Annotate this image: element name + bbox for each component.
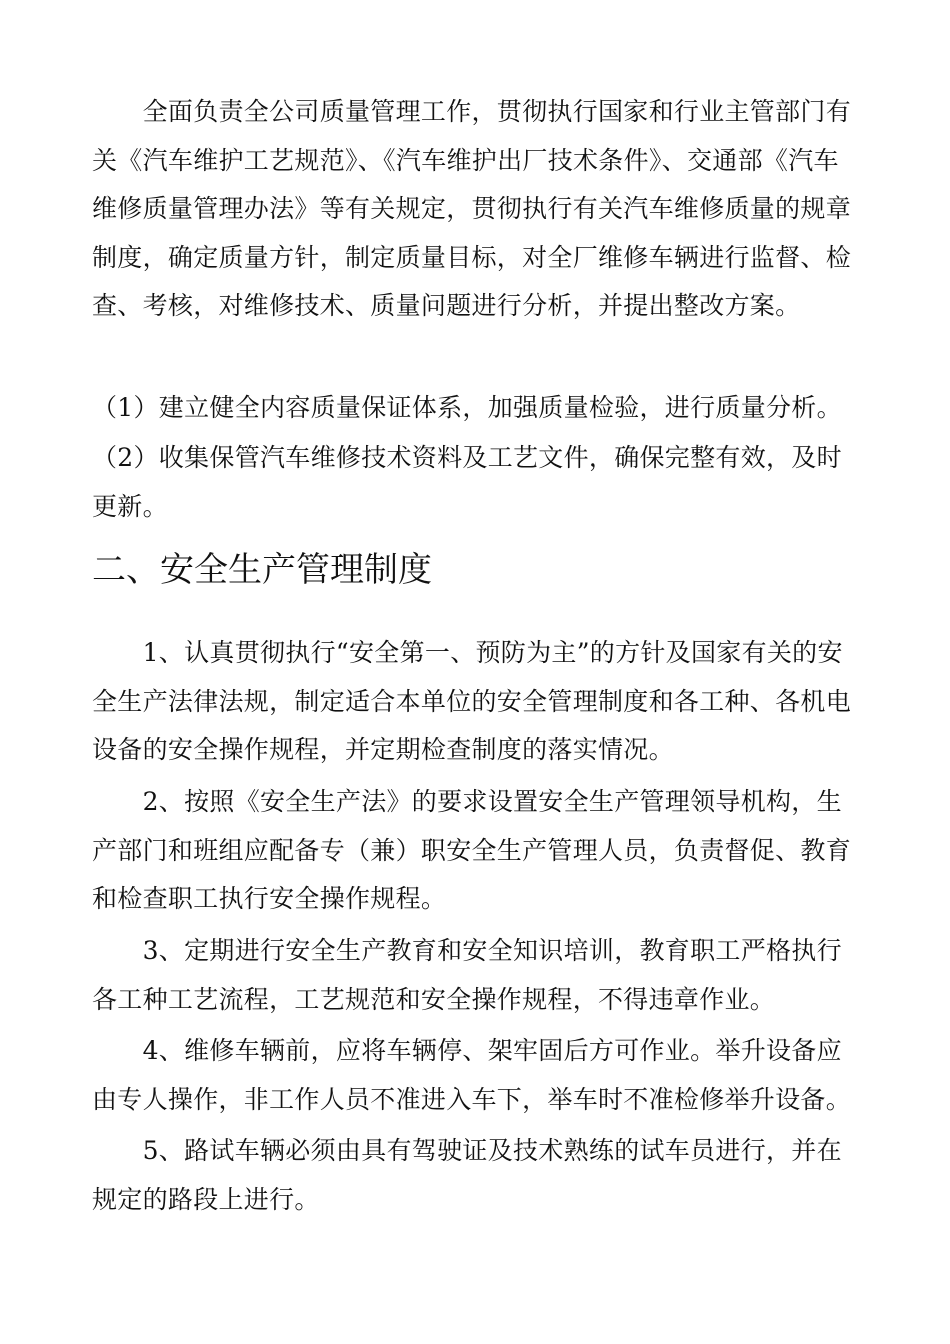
quality-duty-paragraph: 全面负责全公司质量管理工作，贯彻执行国家和行业主管部门有关《汽车维护工艺规范》、《汽车维护出厂技术条件》、交通部《汽车维修质量管理办法》等有关规定，贯彻执行有关汽车维修质量的规章制度，确定质量方针，制定质量目标，对全厂维修车辆进行监督、检查、考核，对维修技术、质量问题进行分析，并提出整改方案。: [92, 97, 852, 320]
safety-item-4: 4、维修车辆前，应将车辆停、架牢固后方可作业。举升设备应由专人操作，非工作人员不准进入车下，举车时不准检修举升设备。: [92, 1036, 852, 1114]
safety-item-5: 5、路试车辆必须由具有驾驶证及技术熟练的试车员进行，并在规定的路段上进行。: [92, 1136, 842, 1214]
quality-item-2: （2）收集保管汽车维修技术资料及工艺文件，确保完整有效，及时更新。: [92, 443, 842, 521]
section-heading-safety: 二、安全生产管理制度: [92, 550, 432, 590]
quality-item-1: （1）建立健全内容质量保证体系，加强质量检验，进行质量分析。: [92, 393, 842, 422]
safety-item-1: 1、认真贯彻执行“安全第一、预防为主”的方针及国家有关的安全生产法律法规，制定适合本单位的安全管理制度和各工种、各机电设备的安全操作规程，并定期检查制度的落实情况。: [92, 638, 852, 764]
safety-item-3: 3、定期进行安全生产教育和安全知识培训，教育职工严格执行各工种工艺流程，工艺规范和安全操作规程，不得违章作业。: [92, 936, 842, 1014]
safety-item-2: 2、按照《安全生产法》的要求设置安全生产管理领导机构，生产部门和班组应配备专（兼）职安全生产管理人员，负责督促、教育和检查职工执行安全操作规程。: [92, 787, 852, 913]
